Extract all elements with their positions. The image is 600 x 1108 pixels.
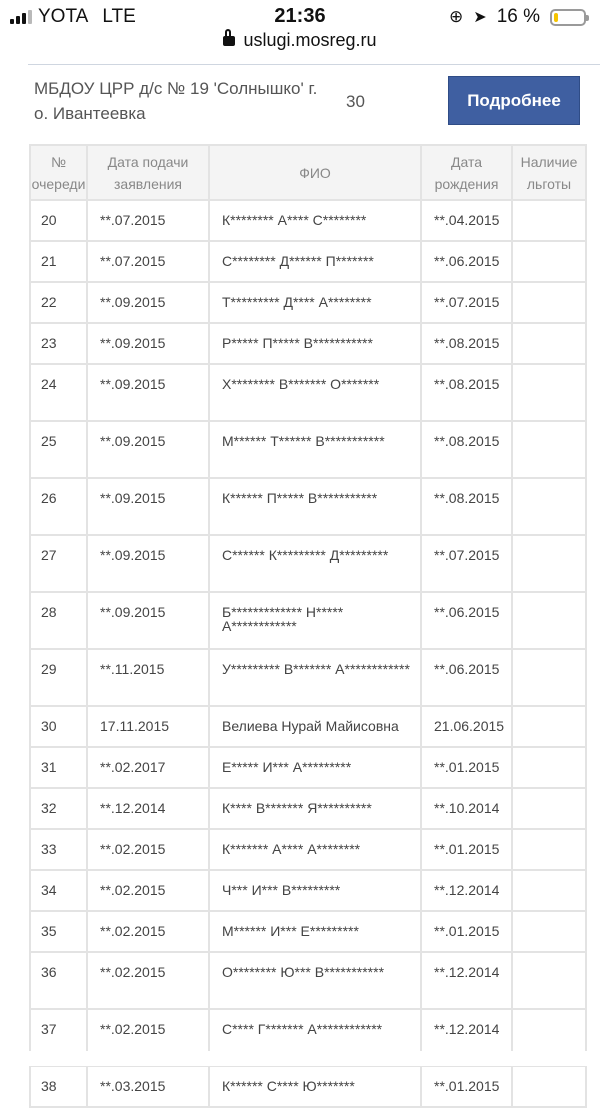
full-name-cell: К****** С**** Ю******* bbox=[209, 1066, 421, 1107]
application-date-cell: **.02.2015 bbox=[87, 911, 209, 952]
benefits-cell bbox=[512, 478, 586, 535]
full-name-cell: Б************* Н***** А************ bbox=[209, 592, 421, 649]
lock-icon bbox=[223, 36, 235, 46]
birth-date-cell: **.12.2014 bbox=[421, 870, 512, 911]
table-row bbox=[30, 421, 586, 478]
full-name-cell: М****** И*** Е********* bbox=[209, 911, 421, 952]
col-header-application-date[interactable]: Дата подачи заявления bbox=[87, 145, 209, 200]
queue-number-cell: 30 bbox=[30, 706, 87, 747]
application-date-cell: **.02.2015 bbox=[87, 829, 209, 870]
queue-number-cell: 27 bbox=[30, 535, 87, 592]
full-name-cell: К******* А**** А******** bbox=[209, 829, 421, 870]
table-row bbox=[30, 478, 586, 535]
application-date-cell: **.09.2015 bbox=[87, 364, 209, 421]
benefits-cell bbox=[512, 706, 586, 747]
application-date-cell: **.09.2015 bbox=[87, 282, 209, 323]
table-row bbox=[30, 788, 586, 829]
battery-icon bbox=[550, 9, 586, 26]
benefits-cell bbox=[512, 911, 586, 952]
application-date-cell: **.02.2017 bbox=[87, 747, 209, 788]
full-name-cell: С******** Д****** П******* bbox=[209, 241, 421, 282]
clock: 21:36 bbox=[274, 5, 326, 27]
queue-count: 30 bbox=[346, 92, 365, 111]
benefits-cell bbox=[512, 649, 586, 706]
benefits-cell bbox=[512, 747, 586, 788]
carrier-name: YOTA bbox=[38, 6, 89, 27]
queue-number-cell: 21 bbox=[30, 241, 87, 282]
benefits-cell bbox=[512, 952, 586, 1009]
queue-number-cell: 20 bbox=[30, 200, 87, 241]
full-name-cell: Велиева Нурай Майисовна bbox=[209, 706, 421, 747]
application-date-cell: **.09.2015 bbox=[87, 478, 209, 535]
queue-number-cell: 22 bbox=[30, 282, 87, 323]
queue-number-cell: 23 bbox=[30, 323, 87, 364]
birth-date-cell: **.08.2015 bbox=[421, 364, 512, 421]
location-arrow-icon: ➤ bbox=[473, 9, 487, 26]
col-header-benefits[interactable]: Наличие льготы bbox=[512, 145, 586, 200]
queue-table bbox=[29, 144, 587, 1108]
table-row bbox=[30, 364, 586, 421]
table-row bbox=[30, 282, 586, 323]
birth-date-cell: **.07.2015 bbox=[421, 535, 512, 592]
battery-percent: 16 % bbox=[496, 6, 540, 27]
application-date-cell: **.09.2015 bbox=[87, 592, 209, 649]
application-date-cell: **.12.2014 bbox=[87, 788, 209, 829]
col-header-full-name[interactable]: ФИО bbox=[209, 145, 421, 200]
birth-date-cell: **.08.2015 bbox=[421, 478, 512, 535]
divider bbox=[28, 64, 600, 65]
application-date-cell: **.03.2015 bbox=[87, 1066, 209, 1107]
birth-date-cell: **.06.2015 bbox=[421, 592, 512, 649]
details-button[interactable]: Подробнее bbox=[448, 76, 580, 125]
queue-number-cell: 31 bbox=[30, 747, 87, 788]
col-header-queue-number[interactable]: № очереди bbox=[30, 145, 87, 200]
full-name-cell: Е***** И*** А********* bbox=[209, 747, 421, 788]
table-row bbox=[30, 649, 586, 706]
application-date-cell: **.09.2015 bbox=[87, 323, 209, 364]
full-name-cell: У********* В******* А************ bbox=[209, 649, 421, 706]
table-row bbox=[30, 241, 586, 282]
full-name-cell: М****** Т****** В*********** bbox=[209, 421, 421, 478]
table-row bbox=[30, 870, 586, 911]
table-row bbox=[30, 952, 586, 1009]
network-type: LTE bbox=[102, 6, 136, 27]
col-header-birth-date[interactable]: Дата рождения bbox=[421, 145, 512, 200]
queue-table-container bbox=[29, 144, 585, 1094]
full-name-cell: С**** Г******* А************ bbox=[209, 1009, 421, 1066]
birth-date-cell: **.12.2014 bbox=[421, 952, 512, 1009]
birth-date-cell: **.06.2015 bbox=[421, 649, 512, 706]
queue-number-cell: 36 bbox=[30, 952, 87, 1009]
benefits-cell bbox=[512, 535, 586, 592]
queue-number-cell: 32 bbox=[30, 788, 87, 829]
table-row bbox=[30, 911, 586, 952]
birth-date-cell: **.06.2015 bbox=[421, 241, 512, 282]
benefits-cell bbox=[512, 592, 586, 649]
table-row bbox=[30, 535, 586, 592]
application-date-cell: **.02.2015 bbox=[87, 1009, 209, 1066]
table-row bbox=[30, 747, 586, 788]
benefits-cell bbox=[512, 282, 586, 323]
benefits-cell bbox=[512, 829, 586, 870]
benefits-cell bbox=[512, 323, 586, 364]
application-date-cell: **.07.2015 bbox=[87, 241, 209, 282]
application-date-cell: **.02.2015 bbox=[87, 870, 209, 911]
birth-date-cell: **.01.2015 bbox=[421, 747, 512, 788]
full-name-cell: О******** Ю*** В*********** bbox=[209, 952, 421, 1009]
queue-number-cell: 29 bbox=[30, 649, 87, 706]
table-row bbox=[30, 1066, 586, 1107]
table-row bbox=[30, 829, 586, 870]
full-name-cell: К****** П***** В*********** bbox=[209, 478, 421, 535]
benefits-cell bbox=[512, 870, 586, 911]
benefits-cell bbox=[512, 200, 586, 241]
application-date-cell: **.09.2015 bbox=[87, 535, 209, 592]
full-name-cell: Т********* Д**** А******** bbox=[209, 282, 421, 323]
benefits-cell bbox=[512, 788, 586, 829]
full-name-cell: Р***** П***** В*********** bbox=[209, 323, 421, 364]
birth-date-cell: 21.06.2015 bbox=[421, 706, 512, 747]
benefits-cell bbox=[512, 241, 586, 282]
birth-date-cell: **.01.2015 bbox=[421, 1066, 512, 1107]
birth-date-cell: **.10.2014 bbox=[421, 788, 512, 829]
full-name-cell: С****** К********* Д********* bbox=[209, 535, 421, 592]
queue-number-cell: 26 bbox=[30, 478, 87, 535]
full-name-cell: К**** В******* Я********** bbox=[209, 788, 421, 829]
benefits-cell bbox=[512, 364, 586, 421]
table-row bbox=[30, 323, 586, 364]
url-text: uslugi.mosreg.ru bbox=[243, 30, 377, 50]
queue-number-cell: 28 bbox=[30, 592, 87, 649]
application-date-cell: **.02.2015 bbox=[87, 952, 209, 1009]
full-name-cell: Ч*** И*** В********* bbox=[209, 870, 421, 911]
birth-date-cell: **.12.2014 bbox=[421, 1009, 512, 1066]
queue-number-cell: 34 bbox=[30, 870, 87, 911]
queue-number-cell: 24 bbox=[30, 364, 87, 421]
birth-date-cell: **.04.2015 bbox=[421, 200, 512, 241]
queue-number-cell: 25 bbox=[30, 421, 87, 478]
application-date-cell: **.09.2015 bbox=[87, 421, 209, 478]
rotation-lock-icon: ⊕ bbox=[449, 7, 464, 26]
queue-number-cell: 35 bbox=[30, 911, 87, 952]
benefits-cell bbox=[512, 1066, 586, 1107]
table-row bbox=[30, 200, 586, 241]
application-date-cell: **.07.2015 bbox=[87, 200, 209, 241]
queue-number-cell: 37 bbox=[30, 1009, 87, 1066]
full-name-cell: Х******** В******* О******* bbox=[209, 364, 421, 421]
status-bar bbox=[0, 0, 600, 34]
application-date-cell: 17.11.2015 bbox=[87, 706, 209, 747]
birth-date-cell: **.08.2015 bbox=[421, 421, 512, 478]
table-header-row bbox=[30, 145, 586, 200]
table-row bbox=[30, 592, 586, 649]
queue-number-cell: 33 bbox=[30, 829, 87, 870]
table-row bbox=[30, 706, 586, 747]
kindergarten-title: МБДОУ ЦРР д/с № 19 'Солнышко' г. о. Ивантеевка bbox=[34, 79, 318, 123]
application-date-cell: **.11.2015 bbox=[87, 649, 209, 706]
birth-date-cell: **.01.2015 bbox=[421, 911, 512, 952]
address-bar[interactable] bbox=[0, 30, 600, 51]
birth-date-cell: **.07.2015 bbox=[421, 282, 512, 323]
queue-number-cell: 38 bbox=[30, 1066, 87, 1107]
benefits-cell bbox=[512, 421, 586, 478]
full-name-cell: К******** А**** С******** bbox=[209, 200, 421, 241]
birth-date-cell: **.01.2015 bbox=[421, 829, 512, 870]
birth-date-cell: **.08.2015 bbox=[421, 323, 512, 364]
